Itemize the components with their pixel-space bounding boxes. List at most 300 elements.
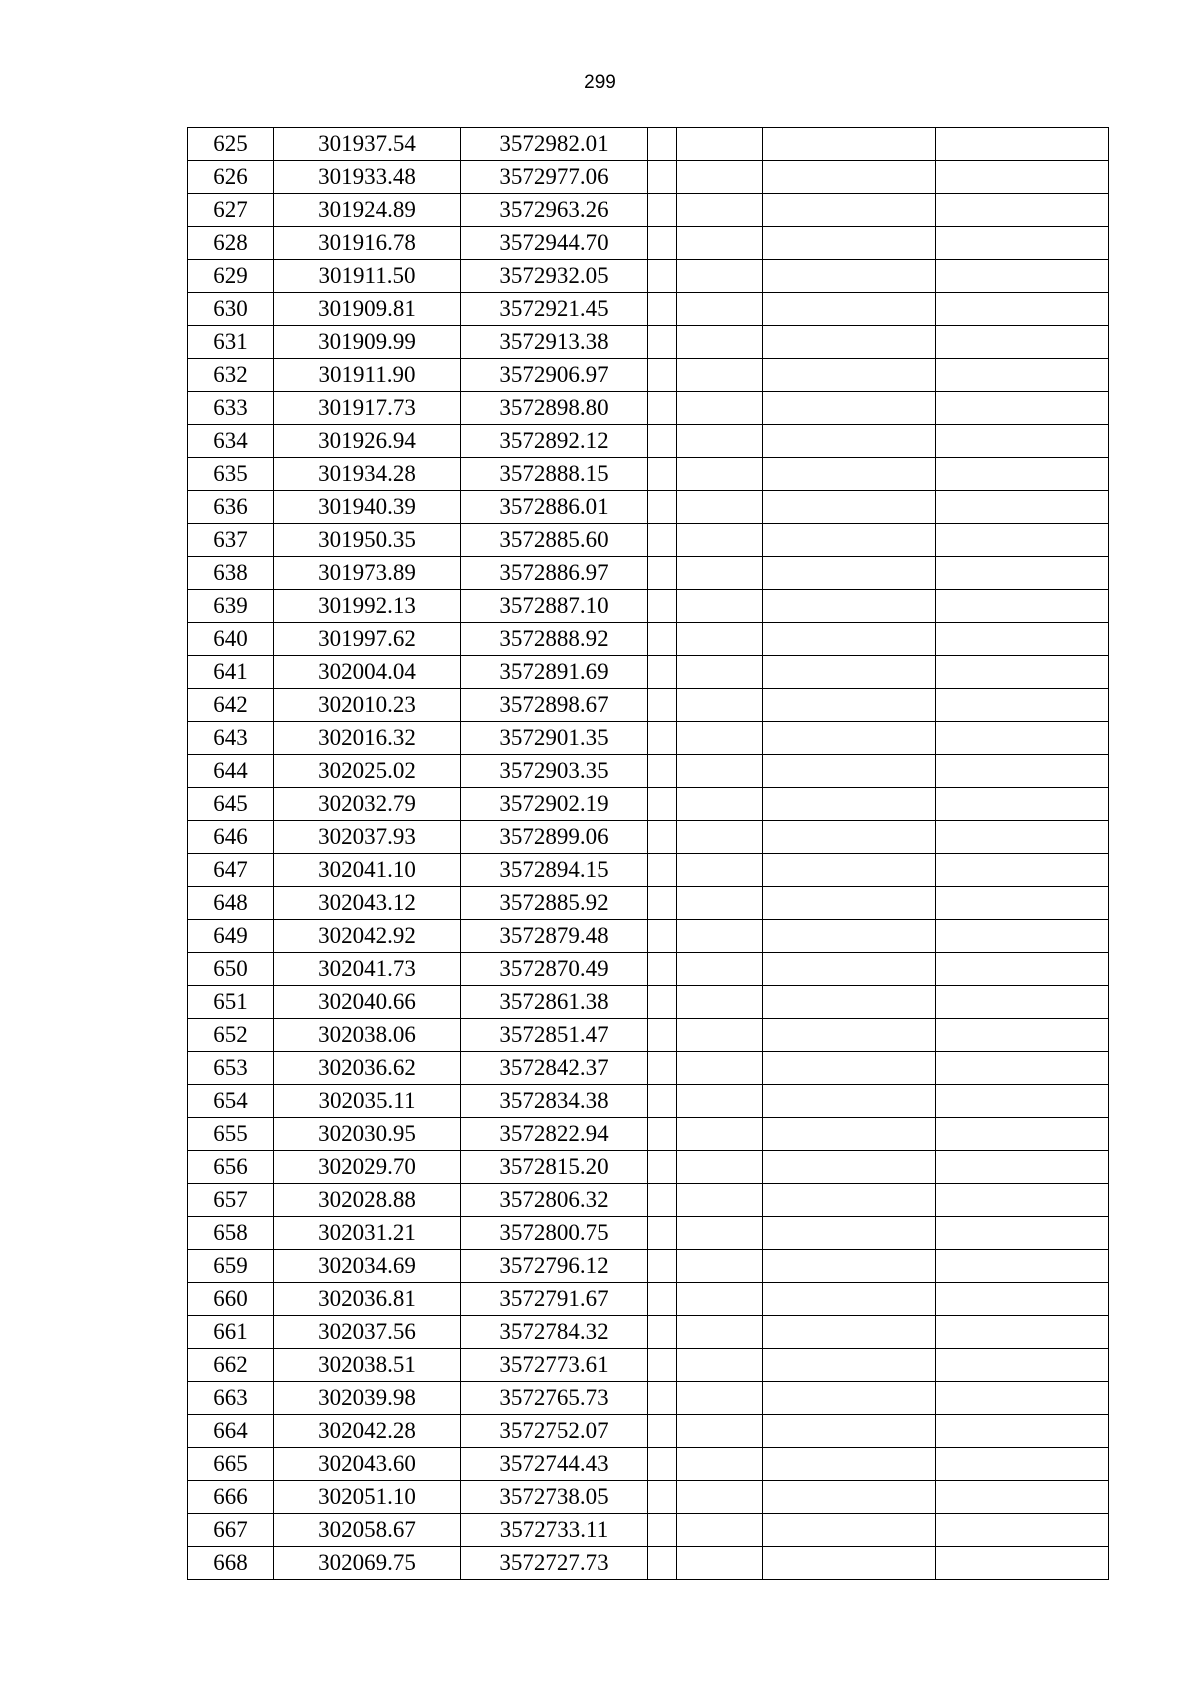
point-number-cell: 637	[188, 524, 274, 557]
point-number-cell: 628	[188, 227, 274, 260]
empty-cell	[648, 755, 677, 788]
empty-cell	[763, 1448, 936, 1481]
point-number-cell: 665	[188, 1448, 274, 1481]
x-coordinate-cell: 302041.10	[274, 854, 461, 887]
empty-cell	[763, 1283, 936, 1316]
empty-cell	[936, 1415, 1109, 1448]
y-coordinate-cell: 3572885.92	[461, 887, 648, 920]
empty-cell	[677, 1316, 763, 1349]
y-coordinate-cell: 3572765.73	[461, 1382, 648, 1415]
table-row	[188, 524, 1109, 557]
empty-cell	[936, 590, 1109, 623]
empty-cell	[648, 623, 677, 656]
x-coordinate-cell: 301917.73	[274, 392, 461, 425]
y-coordinate-cell: 3572901.35	[461, 722, 648, 755]
point-number-cell: 648	[188, 887, 274, 920]
table-row	[188, 1118, 1109, 1151]
point-number-cell: 663	[188, 1382, 274, 1415]
table-row	[188, 1415, 1109, 1448]
point-number-cell: 652	[188, 1019, 274, 1052]
y-coordinate-cell: 3572815.20	[461, 1151, 648, 1184]
point-number-cell: 649	[188, 920, 274, 953]
empty-cell	[936, 821, 1109, 854]
empty-cell	[648, 788, 677, 821]
table-body	[188, 128, 1109, 1580]
point-number-cell: 664	[188, 1415, 274, 1448]
table-row	[188, 260, 1109, 293]
empty-cell	[763, 722, 936, 755]
table-row	[188, 887, 1109, 920]
empty-cell	[648, 1448, 677, 1481]
empty-cell	[677, 953, 763, 986]
empty-cell	[936, 920, 1109, 953]
empty-cell	[763, 1514, 936, 1547]
table-row	[188, 359, 1109, 392]
point-number-cell: 636	[188, 491, 274, 524]
table-row	[188, 491, 1109, 524]
empty-cell	[763, 1118, 936, 1151]
empty-cell	[763, 1151, 936, 1184]
y-coordinate-cell: 3572944.70	[461, 227, 648, 260]
empty-cell	[936, 887, 1109, 920]
y-coordinate-cell: 3572727.73	[461, 1547, 648, 1580]
table-row	[188, 1316, 1109, 1349]
x-coordinate-cell: 301940.39	[274, 491, 461, 524]
empty-cell	[936, 953, 1109, 986]
empty-cell	[648, 656, 677, 689]
empty-cell	[763, 293, 936, 326]
point-number-cell: 643	[188, 722, 274, 755]
empty-cell	[677, 656, 763, 689]
empty-cell	[677, 1151, 763, 1184]
empty-cell	[936, 1448, 1109, 1481]
empty-cell	[936, 623, 1109, 656]
point-number-cell: 630	[188, 293, 274, 326]
empty-cell	[763, 1547, 936, 1580]
empty-cell	[763, 194, 936, 227]
empty-cell	[648, 293, 677, 326]
empty-cell	[677, 1382, 763, 1415]
point-number-cell: 638	[188, 557, 274, 590]
y-coordinate-cell: 3572913.38	[461, 326, 648, 359]
point-number-cell: 633	[188, 392, 274, 425]
empty-cell	[648, 557, 677, 590]
table-row	[188, 1250, 1109, 1283]
empty-cell	[763, 260, 936, 293]
empty-cell	[936, 1118, 1109, 1151]
empty-cell	[763, 755, 936, 788]
empty-cell	[763, 788, 936, 821]
x-coordinate-cell: 301924.89	[274, 194, 461, 227]
x-coordinate-cell: 302043.12	[274, 887, 461, 920]
x-coordinate-cell: 301911.50	[274, 260, 461, 293]
empty-cell	[763, 458, 936, 491]
table-row	[188, 590, 1109, 623]
empty-cell	[936, 293, 1109, 326]
y-coordinate-cell: 3572822.94	[461, 1118, 648, 1151]
empty-cell	[677, 458, 763, 491]
y-coordinate-cell: 3572898.67	[461, 689, 648, 722]
empty-cell	[763, 128, 936, 161]
x-coordinate-cell: 302038.51	[274, 1349, 461, 1382]
point-number-cell: 640	[188, 623, 274, 656]
x-coordinate-cell: 302028.88	[274, 1184, 461, 1217]
point-number-cell: 644	[188, 755, 274, 788]
x-coordinate-cell: 302035.11	[274, 1085, 461, 1118]
point-number-cell: 653	[188, 1052, 274, 1085]
empty-cell	[648, 491, 677, 524]
empty-cell	[677, 1349, 763, 1382]
empty-cell	[763, 557, 936, 590]
empty-cell	[648, 1118, 677, 1151]
empty-cell	[648, 590, 677, 623]
table-row	[188, 1151, 1109, 1184]
empty-cell	[677, 755, 763, 788]
empty-cell	[648, 425, 677, 458]
empty-cell	[763, 1019, 936, 1052]
y-coordinate-cell: 3572773.61	[461, 1349, 648, 1382]
y-coordinate-cell: 3572899.06	[461, 821, 648, 854]
table-row	[188, 788, 1109, 821]
table-row	[188, 1085, 1109, 1118]
empty-cell	[677, 1217, 763, 1250]
empty-cell	[677, 326, 763, 359]
empty-cell	[763, 986, 936, 1019]
empty-cell	[677, 1415, 763, 1448]
y-coordinate-cell: 3572894.15	[461, 854, 648, 887]
empty-cell	[677, 854, 763, 887]
empty-cell	[763, 656, 936, 689]
empty-cell	[936, 854, 1109, 887]
y-coordinate-cell: 3572906.97	[461, 359, 648, 392]
empty-cell	[936, 1151, 1109, 1184]
empty-cell	[648, 1184, 677, 1217]
x-coordinate-cell: 302058.67	[274, 1514, 461, 1547]
empty-cell	[936, 128, 1109, 161]
empty-cell	[677, 359, 763, 392]
empty-cell	[648, 1382, 677, 1415]
table-row	[188, 953, 1109, 986]
empty-cell	[763, 1316, 936, 1349]
x-coordinate-cell: 301997.62	[274, 623, 461, 656]
point-number-cell: 650	[188, 953, 274, 986]
table-row	[188, 425, 1109, 458]
empty-cell	[677, 194, 763, 227]
table-row	[188, 227, 1109, 260]
x-coordinate-cell: 301934.28	[274, 458, 461, 491]
point-number-cell: 656	[188, 1151, 274, 1184]
point-number-cell: 660	[188, 1283, 274, 1316]
empty-cell	[648, 1316, 677, 1349]
empty-cell	[936, 326, 1109, 359]
x-coordinate-cell: 302040.66	[274, 986, 461, 1019]
empty-cell	[677, 623, 763, 656]
point-number-cell: 654	[188, 1085, 274, 1118]
empty-cell	[763, 1481, 936, 1514]
empty-cell	[936, 1547, 1109, 1580]
empty-cell	[763, 524, 936, 557]
empty-cell	[936, 557, 1109, 590]
point-number-cell: 629	[188, 260, 274, 293]
table-row	[188, 1448, 1109, 1481]
x-coordinate-cell: 301933.48	[274, 161, 461, 194]
point-number-cell: 632	[188, 359, 274, 392]
empty-cell	[648, 1085, 677, 1118]
point-number-cell: 626	[188, 161, 274, 194]
empty-cell	[677, 227, 763, 260]
point-number-cell: 668	[188, 1547, 274, 1580]
empty-cell	[936, 1250, 1109, 1283]
empty-cell	[677, 788, 763, 821]
empty-cell	[648, 1547, 677, 1580]
empty-cell	[677, 1547, 763, 1580]
empty-cell	[677, 1514, 763, 1547]
point-number-cell: 655	[188, 1118, 274, 1151]
y-coordinate-cell: 3572898.80	[461, 392, 648, 425]
y-coordinate-cell: 3572888.92	[461, 623, 648, 656]
y-coordinate-cell: 3572903.35	[461, 755, 648, 788]
empty-cell	[763, 1415, 936, 1448]
empty-cell	[936, 1316, 1109, 1349]
point-number-cell: 661	[188, 1316, 274, 1349]
empty-cell	[648, 359, 677, 392]
point-number-cell: 627	[188, 194, 274, 227]
empty-cell	[677, 557, 763, 590]
x-coordinate-cell: 302042.92	[274, 920, 461, 953]
y-coordinate-cell: 3572888.15	[461, 458, 648, 491]
empty-cell	[648, 194, 677, 227]
empty-cell	[936, 656, 1109, 689]
empty-cell	[936, 1481, 1109, 1514]
empty-cell	[936, 260, 1109, 293]
y-coordinate-cell: 3572886.97	[461, 557, 648, 590]
x-coordinate-cell: 301992.13	[274, 590, 461, 623]
empty-cell	[763, 326, 936, 359]
table-row	[188, 1514, 1109, 1547]
x-coordinate-cell: 302037.93	[274, 821, 461, 854]
table-row	[188, 986, 1109, 1019]
table-row	[188, 623, 1109, 656]
y-coordinate-cell: 3572784.32	[461, 1316, 648, 1349]
empty-cell	[763, 1382, 936, 1415]
empty-cell	[763, 920, 936, 953]
empty-cell	[677, 722, 763, 755]
y-coordinate-cell: 3572738.05	[461, 1481, 648, 1514]
y-coordinate-cell: 3572879.48	[461, 920, 648, 953]
point-number-cell: 666	[188, 1481, 274, 1514]
empty-cell	[936, 227, 1109, 260]
empty-cell	[936, 1184, 1109, 1217]
y-coordinate-cell: 3572870.49	[461, 953, 648, 986]
y-coordinate-cell: 3572851.47	[461, 1019, 648, 1052]
y-coordinate-cell: 3572842.37	[461, 1052, 648, 1085]
table-row	[188, 1283, 1109, 1316]
x-coordinate-cell: 302032.79	[274, 788, 461, 821]
y-coordinate-cell: 3572752.07	[461, 1415, 648, 1448]
empty-cell	[763, 1349, 936, 1382]
empty-cell	[648, 1217, 677, 1250]
table-row	[188, 689, 1109, 722]
empty-cell	[677, 524, 763, 557]
empty-cell	[677, 425, 763, 458]
empty-cell	[936, 392, 1109, 425]
table-row	[188, 1349, 1109, 1382]
table-row	[188, 1184, 1109, 1217]
point-number-cell: 641	[188, 656, 274, 689]
empty-cell	[763, 1184, 936, 1217]
coordinates-table	[187, 127, 1109, 1580]
x-coordinate-cell: 302010.23	[274, 689, 461, 722]
y-coordinate-cell: 3572902.19	[461, 788, 648, 821]
x-coordinate-cell: 302036.62	[274, 1052, 461, 1085]
empty-cell	[648, 953, 677, 986]
empty-cell	[648, 128, 677, 161]
empty-cell	[936, 1349, 1109, 1382]
empty-cell	[936, 1217, 1109, 1250]
point-number-cell: 657	[188, 1184, 274, 1217]
x-coordinate-cell: 302036.81	[274, 1283, 461, 1316]
point-number-cell: 645	[188, 788, 274, 821]
empty-cell	[677, 1481, 763, 1514]
empty-cell	[648, 986, 677, 1019]
table-row	[188, 293, 1109, 326]
empty-cell	[763, 1217, 936, 1250]
empty-cell	[763, 227, 936, 260]
point-number-cell: 667	[188, 1514, 274, 1547]
empty-cell	[677, 1052, 763, 1085]
point-number-cell: 642	[188, 689, 274, 722]
x-coordinate-cell: 302037.56	[274, 1316, 461, 1349]
empty-cell	[677, 161, 763, 194]
point-number-cell: 631	[188, 326, 274, 359]
empty-cell	[648, 1481, 677, 1514]
point-number-cell: 659	[188, 1250, 274, 1283]
empty-cell	[648, 722, 677, 755]
empty-cell	[763, 161, 936, 194]
empty-cell	[677, 1085, 763, 1118]
empty-cell	[677, 491, 763, 524]
empty-cell	[648, 524, 677, 557]
empty-cell	[648, 1151, 677, 1184]
x-coordinate-cell: 301950.35	[274, 524, 461, 557]
empty-cell	[763, 623, 936, 656]
point-number-cell: 647	[188, 854, 274, 887]
empty-cell	[677, 1283, 763, 1316]
empty-cell	[648, 920, 677, 953]
empty-cell	[936, 1514, 1109, 1547]
empty-cell	[677, 392, 763, 425]
empty-cell	[936, 1085, 1109, 1118]
empty-cell	[936, 722, 1109, 755]
table-row	[188, 128, 1109, 161]
empty-cell	[763, 1085, 936, 1118]
point-number-cell: 625	[188, 128, 274, 161]
empty-cell	[936, 161, 1109, 194]
empty-cell	[648, 458, 677, 491]
x-coordinate-cell: 302031.21	[274, 1217, 461, 1250]
point-number-cell: 634	[188, 425, 274, 458]
empty-cell	[763, 491, 936, 524]
empty-cell	[763, 590, 936, 623]
empty-cell	[763, 887, 936, 920]
empty-cell	[763, 1250, 936, 1283]
y-coordinate-cell: 3572744.43	[461, 1448, 648, 1481]
empty-cell	[936, 755, 1109, 788]
x-coordinate-cell: 301916.78	[274, 227, 461, 260]
y-coordinate-cell: 3572861.38	[461, 986, 648, 1019]
empty-cell	[763, 821, 936, 854]
empty-cell	[677, 293, 763, 326]
point-number-cell: 662	[188, 1349, 274, 1382]
x-coordinate-cell: 302051.10	[274, 1481, 461, 1514]
empty-cell	[936, 194, 1109, 227]
empty-cell	[677, 128, 763, 161]
empty-cell	[763, 359, 936, 392]
point-number-cell: 646	[188, 821, 274, 854]
table-row	[188, 821, 1109, 854]
empty-cell	[936, 458, 1109, 491]
table-row	[188, 722, 1109, 755]
y-coordinate-cell: 3572921.45	[461, 293, 648, 326]
empty-cell	[648, 821, 677, 854]
empty-cell	[648, 1019, 677, 1052]
empty-cell	[936, 986, 1109, 1019]
empty-cell	[677, 689, 763, 722]
empty-cell	[936, 524, 1109, 557]
empty-cell	[936, 1019, 1109, 1052]
x-coordinate-cell: 302016.32	[274, 722, 461, 755]
y-coordinate-cell: 3572796.12	[461, 1250, 648, 1283]
empty-cell	[648, 260, 677, 293]
empty-cell	[677, 1118, 763, 1151]
empty-cell	[648, 887, 677, 920]
table-row	[188, 392, 1109, 425]
x-coordinate-cell: 302038.06	[274, 1019, 461, 1052]
table-row	[188, 1547, 1109, 1580]
empty-cell	[648, 1415, 677, 1448]
point-number-cell: 658	[188, 1217, 274, 1250]
empty-cell	[648, 1250, 677, 1283]
empty-cell	[648, 854, 677, 887]
x-coordinate-cell: 301911.90	[274, 359, 461, 392]
x-coordinate-cell: 302039.98	[274, 1382, 461, 1415]
empty-cell	[763, 854, 936, 887]
point-number-cell: 651	[188, 986, 274, 1019]
y-coordinate-cell: 3572791.67	[461, 1283, 648, 1316]
empty-cell	[648, 392, 677, 425]
empty-cell	[936, 359, 1109, 392]
y-coordinate-cell: 3572892.12	[461, 425, 648, 458]
empty-cell	[936, 425, 1109, 458]
empty-cell	[763, 689, 936, 722]
point-number-cell: 639	[188, 590, 274, 623]
table-row	[188, 656, 1109, 689]
empty-cell	[677, 1184, 763, 1217]
empty-cell	[936, 1382, 1109, 1415]
y-coordinate-cell: 3572800.75	[461, 1217, 648, 1250]
table-row	[188, 161, 1109, 194]
empty-cell	[936, 491, 1109, 524]
y-coordinate-cell: 3572834.38	[461, 1085, 648, 1118]
table-row	[188, 1217, 1109, 1250]
page-number: 299	[584, 72, 616, 93]
empty-cell	[763, 953, 936, 986]
x-coordinate-cell: 302043.60	[274, 1448, 461, 1481]
y-coordinate-cell: 3572887.10	[461, 590, 648, 623]
table-row	[188, 1052, 1109, 1085]
empty-cell	[677, 260, 763, 293]
x-coordinate-cell: 301909.99	[274, 326, 461, 359]
